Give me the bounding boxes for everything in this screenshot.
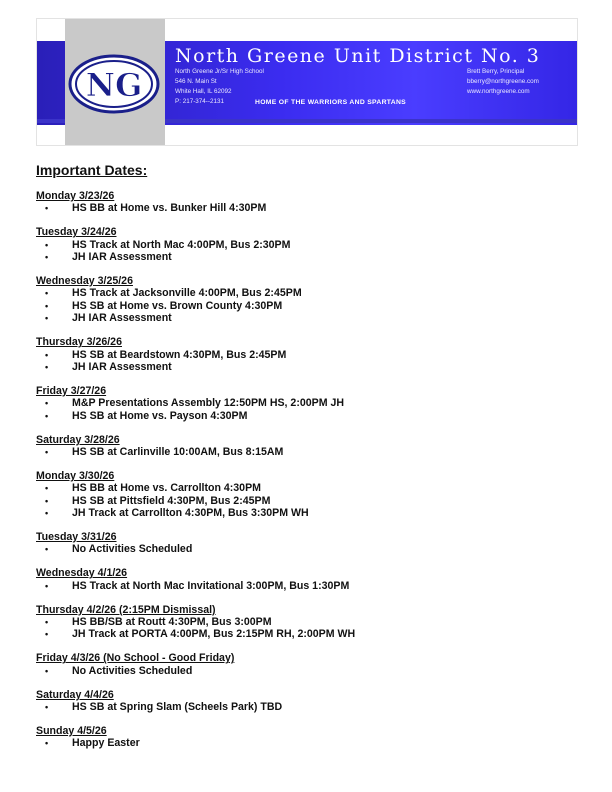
bullet-icon: • bbox=[45, 313, 49, 324]
day-heading: Wednesday 4/1/26 bbox=[36, 567, 128, 580]
event-text: Happy Easter bbox=[72, 737, 140, 750]
event-text: JH IAR Assessment bbox=[72, 312, 172, 325]
event-text: HS BB at Home vs. Bunker Hill 4:30PM bbox=[72, 202, 267, 215]
event-item bbox=[36, 410, 576, 422]
event-text: HS Track at North Mac 4:00PM, Bus 2:30PM bbox=[72, 238, 291, 251]
event-text: HS SB at Home vs. Brown County 4:30PM bbox=[72, 299, 283, 312]
event-item bbox=[36, 349, 576, 361]
schedule-day bbox=[36, 470, 576, 520]
event-text: HS Track at Jacksonville 4:00PM, Bus 2:45PM bbox=[72, 287, 302, 300]
bullet-icon: • bbox=[45, 410, 49, 421]
schedule-day bbox=[36, 190, 576, 215]
page-title: Important Dates: bbox=[36, 162, 148, 178]
event-text: M&P Presentations Assembly 12:50PM HS, 2:00PM JH bbox=[72, 397, 345, 410]
day-heading: Tuesday 3/31/26 bbox=[36, 531, 117, 544]
schedule-day bbox=[36, 275, 576, 325]
event-item bbox=[36, 616, 576, 628]
day-heading: Friday 4/3/26 (No School - Good Friday) bbox=[36, 652, 235, 665]
event-item bbox=[36, 202, 576, 214]
bullet-icon: • bbox=[45, 483, 49, 494]
day-heading: Sunday 4/5/26 bbox=[36, 725, 107, 737]
event-text: JH Track at PORTA 4:00PM, Bus 2:15PM RH, 2:00PM WH bbox=[72, 628, 356, 641]
schedule-day bbox=[36, 567, 576, 592]
event-text: JH Track at Carrollton 4:30PM, Bus 3:30PM WH bbox=[72, 507, 309, 520]
bullet-icon: • bbox=[45, 252, 49, 263]
event-text: HS SB at Beardstown 4:30PM, Bus 2:45PM bbox=[72, 348, 287, 361]
event-item bbox=[36, 580, 576, 592]
address-line-2: White Hall, IL 62092 bbox=[175, 88, 232, 95]
bullet-icon: • bbox=[45, 447, 49, 457]
event-item bbox=[36, 287, 576, 299]
bullet-icon: • bbox=[45, 738, 49, 749]
event-item bbox=[36, 701, 576, 713]
event-item bbox=[36, 543, 576, 555]
event-text: JH IAR Assessment bbox=[72, 360, 172, 373]
important-dates-section bbox=[36, 162, 576, 761]
bullet-icon: • bbox=[45, 629, 49, 640]
bullet-icon: • bbox=[45, 580, 49, 591]
event-item bbox=[36, 312, 576, 324]
schedule-day bbox=[36, 336, 576, 373]
district-title: North Greene Unit District No. 3 bbox=[175, 45, 541, 67]
day-heading: Monday 3/23/26 bbox=[36, 190, 115, 202]
bullet-icon: • bbox=[45, 349, 49, 360]
principal-name: Brett Berry, Principal bbox=[467, 68, 525, 75]
schedule-day bbox=[36, 604, 576, 641]
event-item bbox=[36, 507, 576, 519]
event-text: HS Track at North Mac Invitational 3:00PM, Bus 1:30PM bbox=[72, 579, 350, 592]
event-item bbox=[36, 482, 576, 494]
day-heading: Saturday 3/28/26 bbox=[36, 433, 120, 446]
bullet-icon: • bbox=[45, 544, 49, 555]
event-item bbox=[36, 239, 576, 251]
day-heading: Wednesday 3/25/26 bbox=[36, 275, 133, 288]
schedule-day bbox=[36, 226, 576, 263]
letterhead bbox=[36, 18, 578, 146]
event-text: HS SB at Home vs. Payson 4:30PM bbox=[72, 409, 248, 422]
schedule-day bbox=[36, 434, 576, 459]
schedule-day bbox=[36, 385, 576, 422]
event-text: No Activities Scheduled bbox=[72, 664, 193, 677]
day-heading: Monday 3/30/26 bbox=[36, 469, 115, 482]
ng-logo-icon bbox=[67, 53, 161, 115]
bullet-icon: • bbox=[45, 702, 49, 713]
phone-number: P: 217-374--2131 bbox=[175, 98, 225, 105]
schedule-list bbox=[36, 190, 576, 750]
website-link: www.northgreene.com bbox=[467, 88, 530, 95]
event-text: HS SB at Carlinville 10:00AM, Bus 8:15AM bbox=[72, 446, 284, 458]
event-item bbox=[36, 737, 576, 749]
bullet-icon: • bbox=[45, 361, 49, 372]
bullet-icon: • bbox=[45, 239, 49, 250]
school-name: North Greene Jr/Sr High School bbox=[175, 68, 264, 75]
bullet-icon: • bbox=[45, 508, 49, 519]
bullet-icon: • bbox=[45, 617, 49, 628]
bullet-icon: • bbox=[45, 398, 49, 409]
event-text: HS SB at Spring Slam (Scheels Park) TBD bbox=[72, 701, 283, 714]
schedule-day bbox=[36, 652, 576, 677]
bullet-icon: • bbox=[45, 495, 49, 506]
bullet-icon: • bbox=[45, 288, 49, 299]
event-text: No Activities Scheduled bbox=[72, 543, 193, 556]
event-item bbox=[36, 300, 576, 312]
event-text: HS BB at Home vs. Carrollton 4:30PM bbox=[72, 482, 261, 495]
bullet-icon: • bbox=[45, 665, 49, 676]
bullet-icon: • bbox=[45, 203, 49, 214]
schedule-day bbox=[36, 531, 576, 556]
event-item bbox=[36, 495, 576, 507]
event-item bbox=[36, 397, 576, 409]
event-text: HS BB/SB at Routt 4:30PM, Bus 3:00PM bbox=[72, 616, 272, 629]
event-text: HS SB at Pittsfield 4:30PM, Bus 2:45PM bbox=[72, 494, 271, 507]
tagline: HOME OF THE WARRIORS AND SPARTANS bbox=[255, 99, 406, 106]
principal-email: bberry@northgreene.com bbox=[467, 78, 539, 85]
day-heading: Tuesday 3/24/26 bbox=[36, 226, 117, 239]
address-line-1: 546 N. Main St bbox=[175, 78, 217, 85]
day-heading: Friday 3/27/26 bbox=[36, 384, 107, 397]
logo-letters: NG bbox=[85, 66, 143, 104]
schedule-day bbox=[36, 725, 576, 750]
event-item bbox=[36, 628, 576, 640]
event-item bbox=[36, 251, 576, 263]
event-item bbox=[36, 361, 576, 373]
event-item bbox=[36, 665, 576, 677]
schedule-day bbox=[36, 689, 576, 714]
event-item bbox=[36, 446, 576, 458]
event-text: JH IAR Assessment bbox=[72, 251, 172, 264]
bullet-icon: • bbox=[45, 300, 49, 311]
day-heading: Thursday 4/2/26 (2:15PM Dismissal) bbox=[36, 603, 216, 616]
day-heading: Thursday 3/26/26 bbox=[36, 336, 122, 349]
day-heading: Saturday 4/4/26 bbox=[36, 688, 114, 701]
